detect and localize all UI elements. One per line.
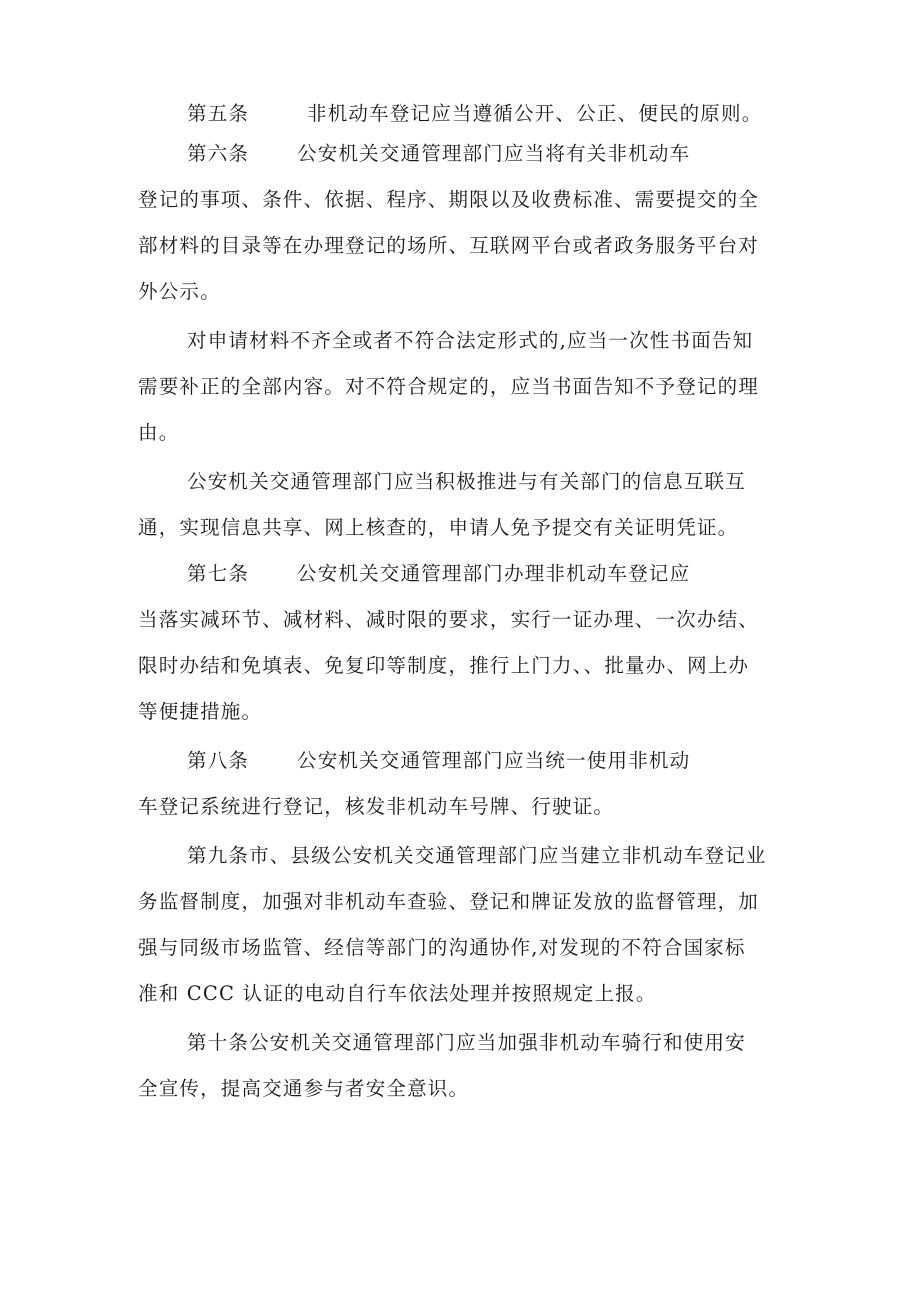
article-7-line: 等便捷措施。	[138, 700, 263, 723]
article-6-heading-text: 公安机关交通管理部门应当将有关非机动车	[297, 142, 691, 165]
article-9-line: 第九条市、县级公安机关交通管理部门应当建立非机动车登记业	[187, 844, 767, 867]
article-6-para-3-line: 通，实现信息共享、网上核查的，申请人免予提交有关证明凭证。	[138, 516, 739, 539]
article-8-number: 第八条	[187, 749, 250, 772]
article-7-first-line	[138, 554, 808, 594]
article-6-line: 登记的事项、条件、依据、程序、期限以及收费标准、需要提交的全	[138, 188, 760, 211]
article-6-para-3-line: 公安机关交通管理部门应当积极推进与有关部门的信息互联互	[187, 470, 746, 493]
article-9-line: 准和 CCC 认证的电动自行车依法处理并按照规定上报。	[138, 982, 657, 1005]
article-6-first-line	[138, 134, 808, 174]
article-8-first-line	[138, 741, 808, 781]
article-5-text: 非机动车登记应当遵循公开、公正、便民的原则。	[307, 102, 763, 125]
article-6-line: 部材料的目录等在办理登记的场所、互联网平台或者政务服务平台对	[138, 234, 760, 257]
article-6-para-2-line: 对申请材料不齐全或者不符合法定形式的,应当一次性书面告知	[187, 329, 754, 352]
article-10-line: 第十条公安机关交通管理部门应当加强非机动车骑行和使用安	[187, 1031, 746, 1054]
article-9-line: 强与同级市场监管、经信等部门的沟通协作,对发现的不符合国家标	[138, 936, 746, 959]
article-10-line: 全宣传，提高交通参与者安全意识。	[138, 1077, 470, 1100]
article-7-line: 限时办结和免填表、免复印等制度，推行上门力、、批量办、网上办	[138, 654, 750, 677]
article-5	[138, 94, 808, 134]
article-6-para-2-line: 需要补正的全部内容。对不符合规定的，应当书面告知不予登记的理	[138, 375, 760, 398]
article-8-line: 车登记系统进行登记，核发非机动车号牌、行驶证。	[138, 795, 615, 818]
article-8-heading-text: 公安机关交通管理部门应当统一使用非机动	[297, 749, 691, 772]
article-6-line: 外公示。	[138, 280, 221, 303]
article-7-number: 第七条	[187, 562, 250, 585]
article-9-line: 务监督制度，加强对非机动车查验、登记和牌证发放的监督管理，加	[138, 890, 760, 913]
article-6-number: 第六条	[187, 142, 250, 165]
article-7-line: 当落实减环节、减材料、减时限的要求，实行一证办理、一次办结、	[138, 608, 760, 631]
article-5-number: 第五条	[187, 102, 250, 125]
article-7-heading-text: 公安机关交通管理部门办理非机动车登记应	[297, 562, 691, 585]
document-body	[138, 94, 808, 1109]
article-6-para-2-line: 由。	[138, 421, 180, 444]
